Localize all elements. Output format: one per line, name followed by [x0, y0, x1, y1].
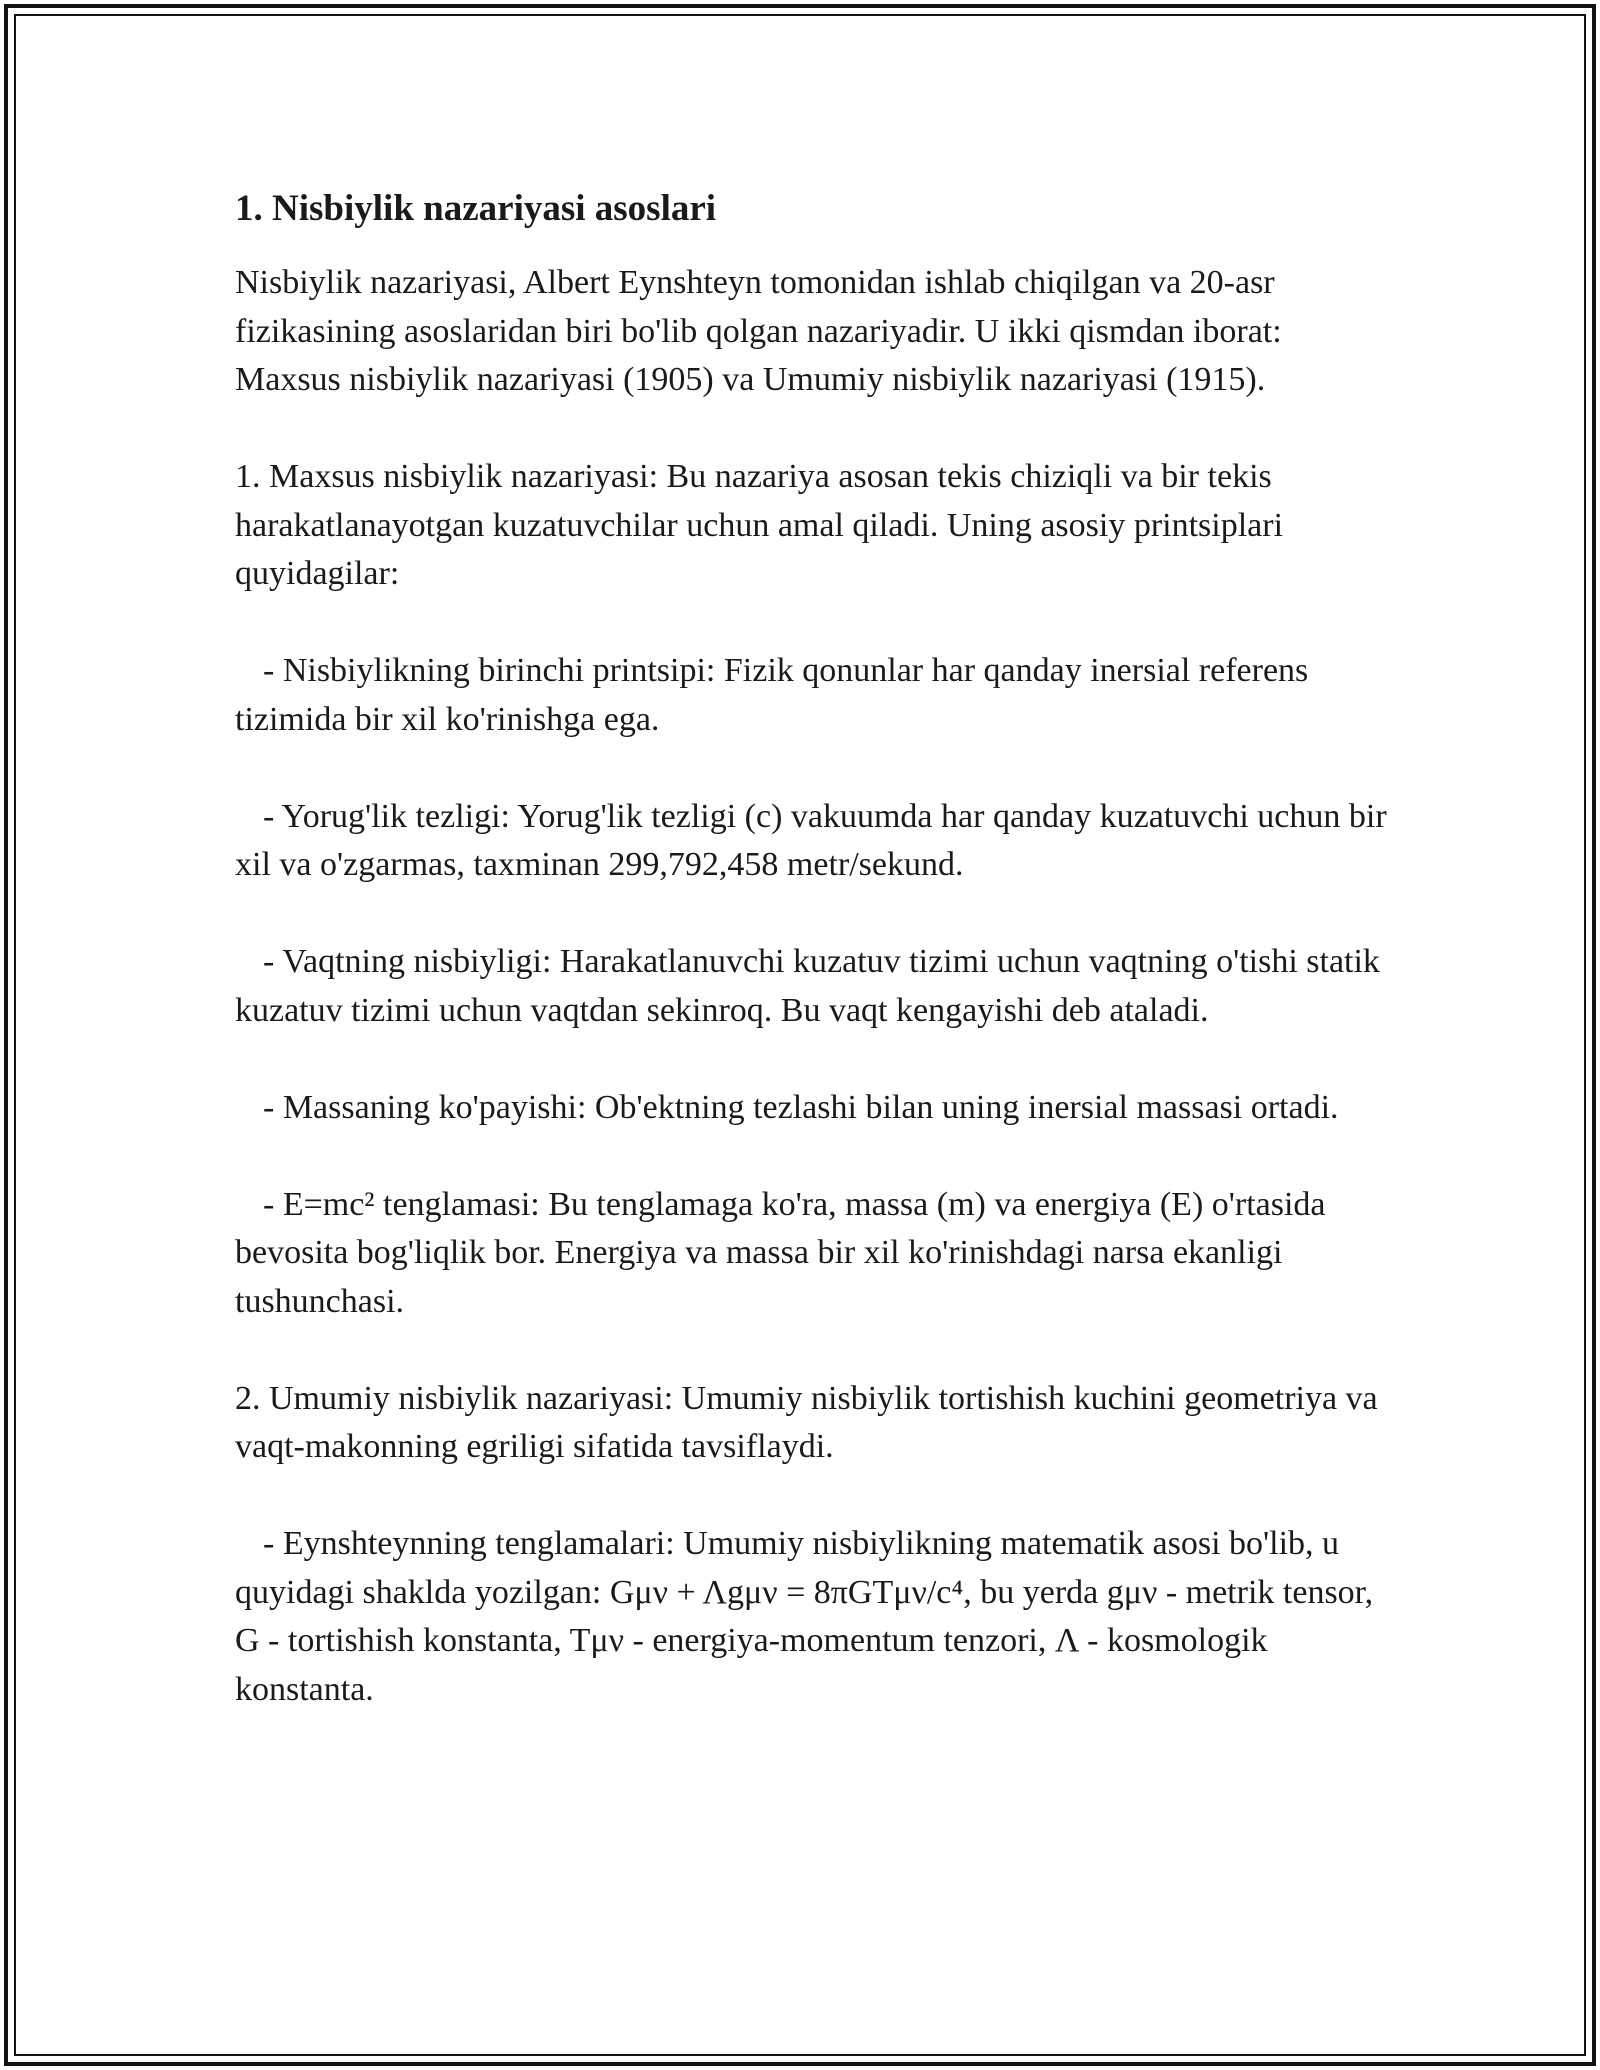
paragraph-general-relativity: 2. Umumiy nisbiylik nazariyasi: Umumiy nisbiylik tortishish kuchini geometriya va vaqt-makonning egriligi sifatida tavsiflaydi. [235, 1379, 1378, 1465]
list-item-speed-of-light: - Yorug'lik tezligi: Yorug'lik tezligi (c) vakuumda har qanday kuzatuvchi uchun bir xil va o'zgarmas, taxminan 299,792,458 metr/sekund. [235, 797, 1387, 883]
list-item-mass-increase: - Massaning ko'payishi: Ob'ektning tezlashi bilan uning inersial massasi ortadi. [263, 1088, 1339, 1126]
list-item-einstein-equations: - Eynshteynning tenglamalari: Umumiy nisbiylikning matematik asosi bo'lib, u quyidagi shaklda yozilgan: Gμν + Λgμν = 8πGTμν/c⁴, bu yerda gμν - metrik tensor, G - tortishish konstanta, Tμν - energiya-momentum tenzori, Λ - kosmologik konstanta. [235, 1525, 1374, 1708]
list-item-first-principle: - Nisbiylikning birinchi printsipi: Fizik qonunlar har qanday inersial referens tizimida bir xil ko'rinishga ega. [235, 652, 1309, 738]
paragraph-intro: Nisbiylik nazariyasi, Albert Eynshteyn tomonidan ishlab chiqilgan va 20-asr fizikasining asoslaridan biri bo'lib qolgan nazariyadir. U ikki qismdan iborat: Maxsus nisbiylik nazariyasi (1905) va Umumiy nisbiylik nazariyasi (1915). [235, 264, 1282, 398]
document-body [235, 185, 1395, 1763]
list-item-mass-energy: - E=mc² tenglamasi: Bu tenglamaga ko'ra, massa (m) va energiya (E) o'rtasida bevosita bog'liqlik bor. Energiya va massa bir xil ko'rinishdagi narsa ekanligi tushunchasi. [235, 1185, 1326, 1320]
document-title: 1. Nisbiylik nazariyasi asoslari [235, 188, 717, 229]
paragraph-special-relativity: 1. Maxsus nisbiylik nazariyasi: Bu nazariya asosan tekis chiziqli va bir tekis harakatlanayotgan kuzatuvchilar uchun amal qiladi. Uning asosiy printsiplari quyidagilar: [235, 458, 1284, 592]
list-item-time-dilation: - Vaqtning nisbiyligi: Harakatlanuvchi kuzatuv tizimi uchun vaqtning o'tishi statik kuzatuv tizimi uchun vaqtdan sekinroq. Bu vaqt kengayishi deb ataladi. [235, 943, 1380, 1029]
